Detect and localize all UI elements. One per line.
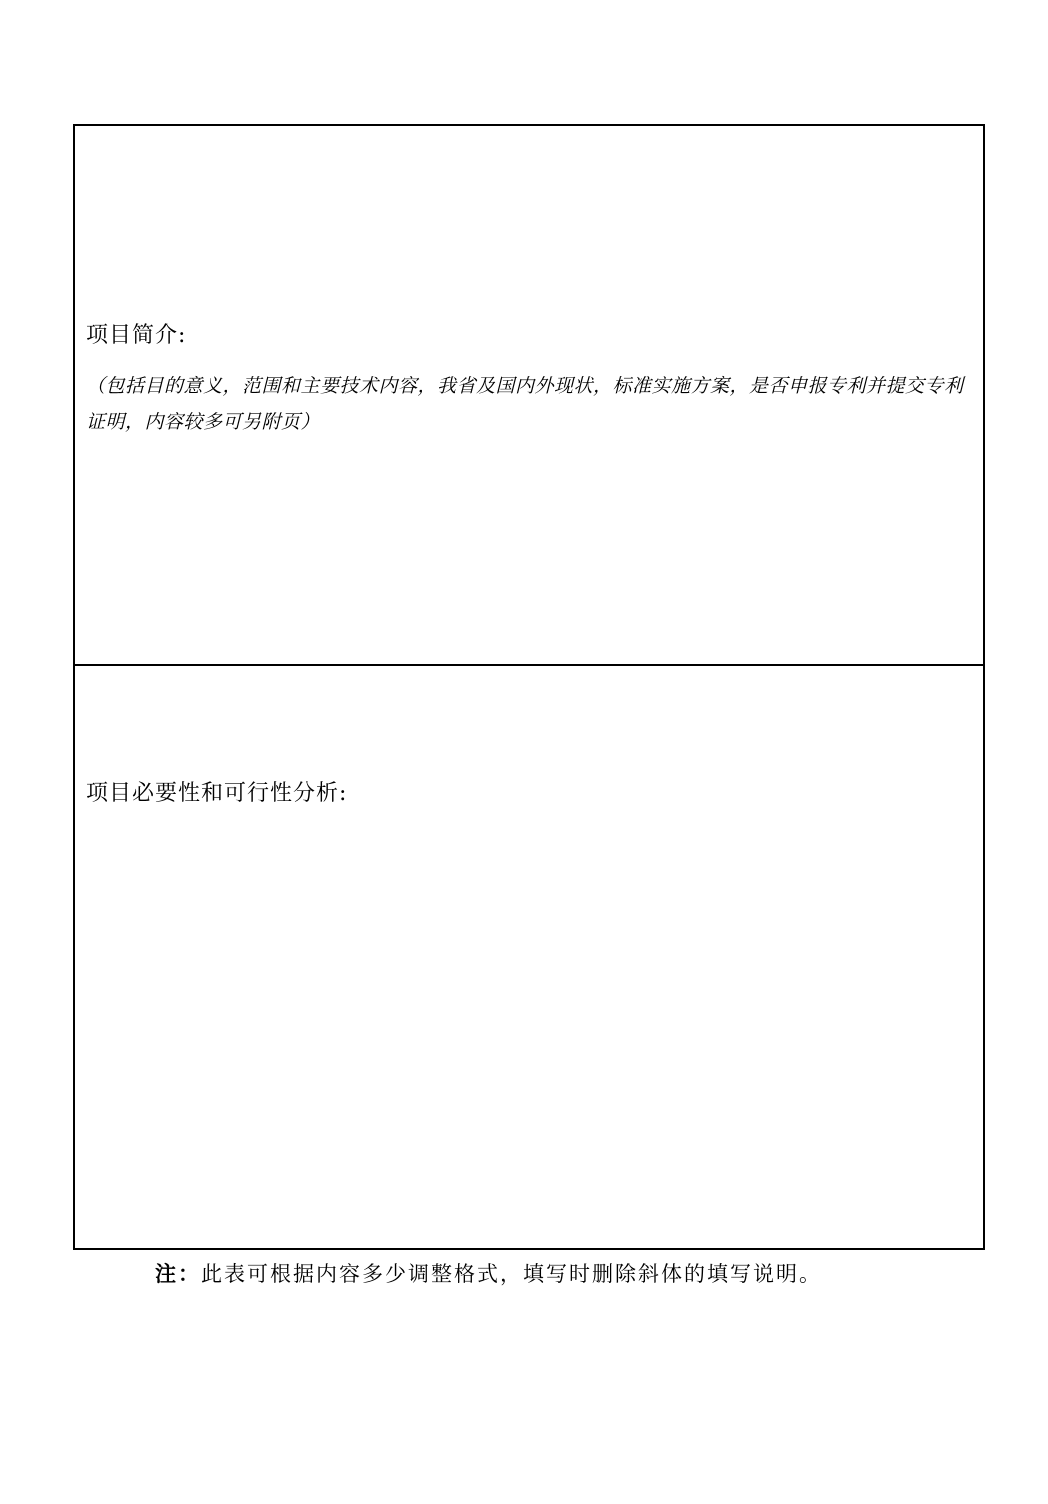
project-intro-label: 项目简介: bbox=[86, 323, 187, 348]
feasibility-analysis-label: 项目必要性和可行性分析: bbox=[86, 781, 348, 806]
feasibility-analysis-cell[interactable] bbox=[75, 666, 983, 1248]
project-intro-hint: （包括目的意义，范围和主要技术内容，我省及国内外现状，标准实施方案，是否申报专利并提交专利证明，内容较多可另附页） bbox=[86, 375, 964, 433]
footnote-key: 注： bbox=[155, 1261, 201, 1286]
form-footnote bbox=[155, 1258, 822, 1288]
footnote-text: 此表可根据内容多少调整格式，填写时删除斜体的填写说明。 bbox=[201, 1262, 822, 1286]
project-intro-cell[interactable] bbox=[75, 126, 983, 666]
application-form-table bbox=[73, 124, 985, 1250]
